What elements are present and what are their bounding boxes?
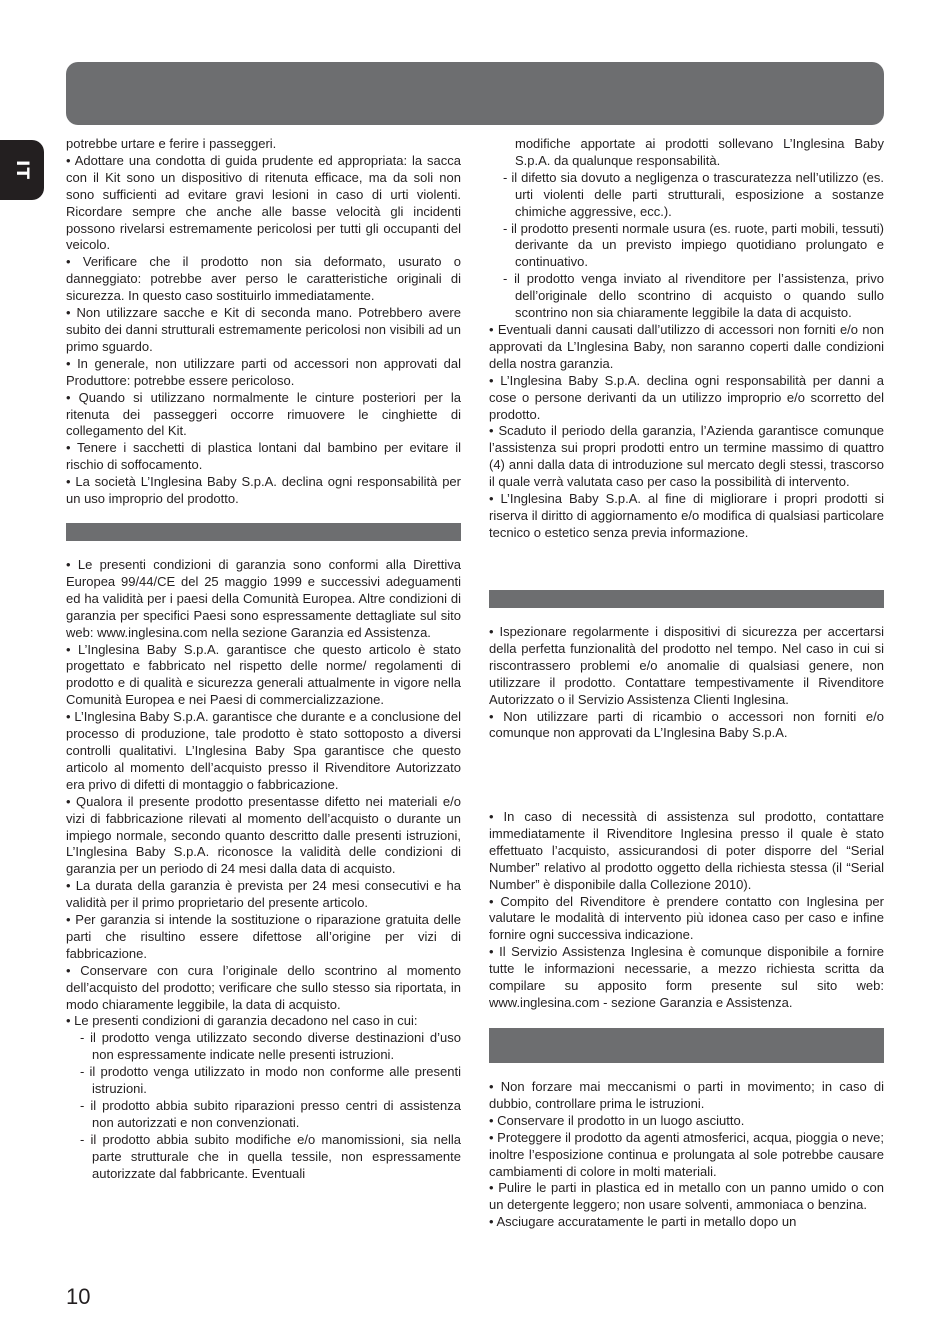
bullet: • L’Inglesina Baby S.p.A. garantisce che questo articolo è stato progettato e fabbricato nel rispetto delle norme/ regolamenti di prodotto e di qualità e sicurezza generali attualmente in vigore nella Comunità Europea e nei Paesi di commercializzazione. <box>66 641 461 708</box>
language-tab <box>0 140 44 200</box>
language-label: IT <box>11 160 32 180</box>
section-bar-maintenance <box>489 590 884 608</box>
bullet: • Verificare che il prodotto non sia deformato, usurato o danneggiato: potrebbe aver perso le caratteristiche originali di sicurezza. In questo caso sostituirlo immediatamente. <box>66 254 461 304</box>
bullet: • Conservare il prodotto in un luogo asciutto. <box>489 1112 745 1128</box>
bullet: • Adottare una condotta di guida prudente ed appropriata: la sacca con il Kit sono un dispositivo di ritenuta efficace, ma da soli non sono sufficienti ad evitare gravi lesioni in caso di urti violenti. Ricordare sempre che anche alle basse velocità gli incidenti possono rivelarsi estremamente pericolosi per tutti gli occupanti del veicolo. <box>66 152 461 253</box>
dash-item: - il prodotto presenti normale usura (es. ruote, parti mobili, tessuti) derivante da un previsto impiego quotidiano prolungato e continuativo. <box>503 220 884 270</box>
bullet: • Ispezionare regolarmente i dispositivi di sicurezza per accertarsi della perfetta funzionalità del prodotto nel tempo. Nel caso in cui si riscontrassero problemi e/o anomalie di qualsiasi genere, non utilizzare il prodotto. Contattare tempestivamente il Rivenditore Autorizzato o il Servizio Assistenza Clienti Inglesina. <box>489 624 884 707</box>
bullet: • Asciugare accuratamente le parti in metallo dopo un <box>489 1214 797 1230</box>
bullet: • In caso di necessità di assistenza sul prodotto, contattare immediatamente il Rivenditore Inglesina presso il quale è stato effettuato l’acquisto, assicurandosi di poter disporre del “Serial Number” relativo al prodotto oggetto della richiesta stessa (il “Serial Number” è disponibile dalla Collezione 2010). <box>489 809 884 892</box>
bullet: • Proteggere il prodotto da agenti atmosferici, acqua, pioggia o neve; inoltre l’esposizione continua e prolungata al sole potrebbe causare cambiamenti di colore in molti materiali. <box>489 1129 884 1179</box>
bullet: • Eventuali danni causati dall’utilizzo di accessori non forniti e/o non approvati da L’Inglesina Baby, non saranno coperti dalle condizioni della nostra garanzia. <box>489 321 884 371</box>
dash-item: - il prodotto venga inviato al rivenditore per l’assistenza, privo dell’originale dello scontrino di acquisto o quando sullo scontrino non sia chiaramente leggibile la data di acquisto. <box>503 271 884 321</box>
bullet: • Le presenti condizioni di garanzia sono conformi alla Direttiva Europea 99/44/CE del 25 maggio 1999 e successivi adeguamenti ed ha validità per i paesi della Comunità Europea. Altre condizioni di garanzia per specifici Paesi sono espressamente dettagliate sul sito web: www.inglesina.com nella sezione Garanzia ed Assistenza. <box>66 557 461 640</box>
bullet: • Compito del Rivenditore è prendere contatto con Inglesina per valutare le modalità di intervento più idonea caso per caso e infine fornire ogni successiva indicazione. <box>489 893 884 943</box>
bullet: • La società L’Inglesina Baby S.p.A. declina ogni responsabilità per un uso improprio del prodotto. <box>66 474 461 507</box>
dash-item: - il prodotto abbia subito modifiche e/o manomissioni, sia nella parte strutturale che in quella tessile, non espressamente autorizzate dal fabbricante. Eventuali <box>80 1131 461 1181</box>
dash-item: - il prodotto venga utilizzato in modo non conforme alle presenti istruzioni. <box>80 1064 461 1097</box>
bullet: • L’Inglesina Baby S.p.A. declina ogni responsabilità per danni a cose o persone derivanti da un utilizzo improprio e/o scorretto del prodotto. <box>489 372 884 422</box>
bullet: • In generale, non utilizzare parti od accessori non approvati dal Produttore: potrebbe essere pericoloso. <box>66 355 461 388</box>
bullet: • La durata della garanzia è prevista per 24 mesi consecutivi e ha validità per il primo proprietario del presente articolo. <box>66 878 461 911</box>
right-column-assistance <box>489 809 884 1012</box>
bullet: • Le presenti condizioni di garanzia decadono nel caso in cui: <box>66 1013 418 1029</box>
paragraph: potrebbe urtare e ferire i passeggeri. <box>66 136 277 151</box>
bullet: • Qualora il presente prodotto presentasse difetto nei materiali e/o vizi di fabbricazione rilevati al momento dell’acquisto o durante un impiego normale, secondo quanto descritto dalle presenti istruzioni, L’Inglesina Baby S.p.A. riconosce la validità delle condizioni di garanzia per un periodo di 24 mesi dalla data di acquisto. <box>66 793 461 877</box>
section-bar-care <box>489 1028 884 1063</box>
bullet: • Scaduto il periodo della garanzia, l’Azienda garantisce comunque l’assistenza sui propri prodotti entro un termine massimo di quattro (4) anni dalla data di introduzione sul mercato degli stessi, trascorso il quale verrà valutata caso per caso la possibilità di intervento. <box>489 423 884 490</box>
dash-item: - il prodotto venga utilizzato secondo diverse destinazioni d’uso non espressamente indicate nelle presenti istruzioni. <box>80 1030 461 1063</box>
bullet: • L’Inglesina Baby S.p.A. al fine di migliorare i propri prodotti si riserva il diritto di aggiornamento e/o modifica di qualsiasi particolare tecnico o estetico senza previa informazione. <box>489 491 884 540</box>
bullet: • Per garanzia si intende la sostituzione o riparazione gratuita delle parti che risultino essere difettose all’origine per vizi di fabbricazione. <box>66 912 461 961</box>
paragraph: modifiche apportate ai prodotti sollevano L’Inglesina Baby S.p.A. da qualunque responsabilità. <box>515 136 884 168</box>
page-number: 10 <box>66 1284 91 1309</box>
right-column-warranty <box>489 136 884 542</box>
bullet: • Non utilizzare sacche e Kit di seconda mano. Potrebbero avere subito dei danni strutturali estremamente pericolosi non visibili ad un primo sguardo. <box>66 305 461 354</box>
dash-item: - il difetto sia dovuto a negligenza o trascuratezza nell’utilizzo (es. urti violenti delle parti strutturali, esposizione a sostanze chimiche aggressive, ecc.). <box>503 169 884 219</box>
dash-item: - il prodotto abbia subito riparazioni presso centri di assistenza non autorizzati e non convenzionati. <box>80 1098 461 1130</box>
section-bar-warranty <box>66 523 461 541</box>
bullet: • Pulire le parti in plastica ed in metallo con un panno umido o con un detergente leggero; non usare solventi, ammoniaca o benzina. <box>489 1180 884 1213</box>
right-column-care <box>489 1079 884 1231</box>
bullet: • Il Servizio Assistenza Inglesina è comunque disponibile a fornire tutte le informazioni necessarie, a mezzo richiesta scritta da compilare su apposito form presente sul sito web: www.inglesina.com - sezione Garanzia e Assistenza. <box>489 944 884 1010</box>
header-bar <box>66 62 884 125</box>
bullet: • Non utilizzare parti di ricambio o accessori non forniti e/o comunque non approvati da L’Inglesina Baby S.p.A. <box>489 708 884 741</box>
bullet: • Tenere i sacchetti di plastica lontani dal bambino per evitare il rischio di soffocamento. <box>66 440 461 473</box>
bullet: • Non forzare mai meccanismi o parti in movimento; in caso di dubbio, controllare prima le istruzioni. <box>489 1079 884 1111</box>
bullet: • Conservare con cura l’originale dello scontrino al momento dell’acquisto del prodotto; verificare che sullo stesso sia riportata, in modo chiaramente leggibile, la data di acquisto. <box>66 962 461 1012</box>
bullet: • L’Inglesina Baby S.p.A. garantisce che durante e a conclusione del processo di produzione, tale prodotto è stato sottoposto a diversi controlli qualitativi. L’Inglesina Baby Spa garantisce che questo articolo al momento dell’acquisto presso il Rivenditore Autorizzato era privo di difetti di montaggio o fabbricazione. <box>66 709 461 792</box>
bullet: • Quando si utilizzano normalmente le cinture posteriori per la ritenuta dei passeggeri occorre rimuovere le cinghiette di collegamento del Kit. <box>66 389 461 439</box>
left-column-safety <box>66 136 461 508</box>
right-column-inspection <box>489 624 884 742</box>
left-column-warranty <box>66 557 461 1183</box>
